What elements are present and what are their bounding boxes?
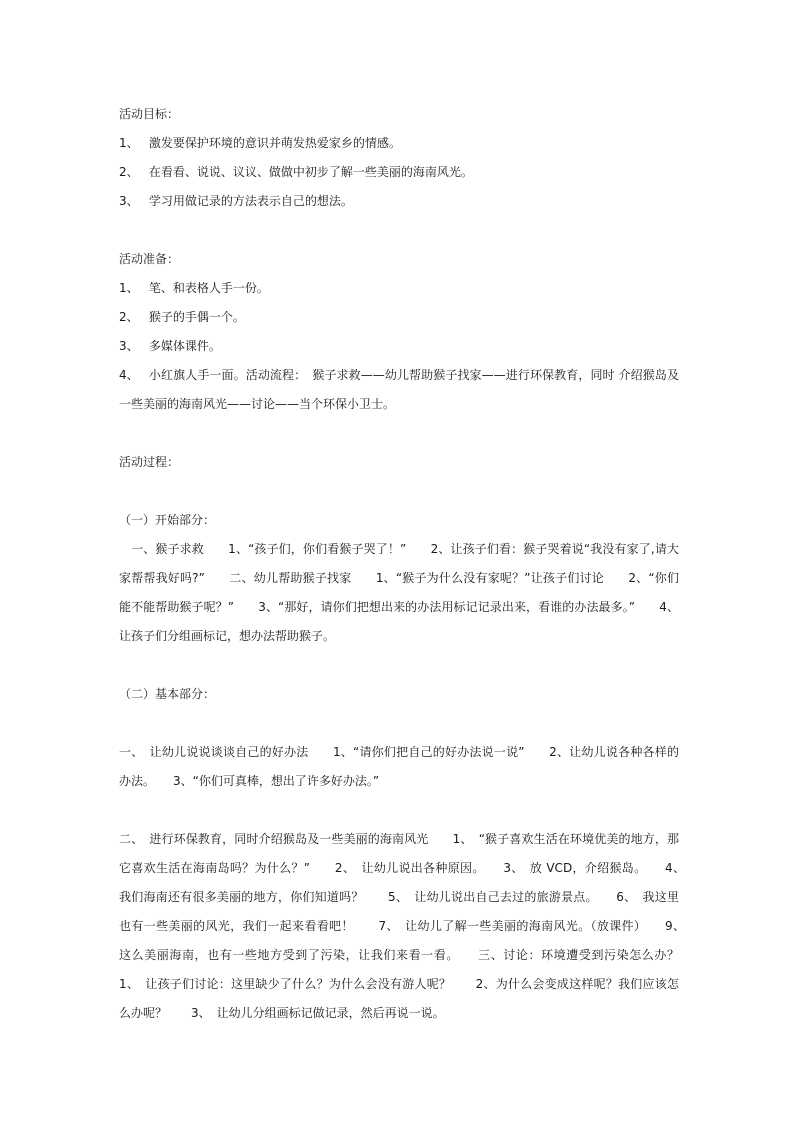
part2-text-b: 二、 进行环保教育，同时介绍猴岛及一些美丽的海南风光 1、 “猴子喜欢生活在环境优美的地方，那它喜欢生活在海南岛吗？为什么？” 2、 让幼儿说出各种原因。 3、 放 VCD，介绍猴岛。 4、 我们海南还有很多美丽的地方，你们知道吗？ 5、 让幼儿说出自己去过的旅游景点。 6、 我这里也有一些美丽的风光，我们一起来看看吧！ 7、 让幼儿了解一些美丽的海南风光。（放课件） 9、 这么美丽海南，也有一些地方受到了污染，让我们来看一看。 三、讨论：环境遭受到污染怎么办？ 1、 让孩子们讨论：这里缺少了什么？为什么会没有游人呢？ 2、为什么会变成这样呢？我们应该怎么办呢？ 3、 让幼儿分组画标记做记录，然后再说一说。 (119, 832, 704, 1020)
prep-heading: 活动准备： (119, 252, 180, 266)
spacer (119, 709, 679, 738)
spacer (119, 651, 679, 680)
prep-text: 笔、和表格人手一份。 (148, 281, 269, 295)
prep-text: 猴子的手偶一个。 (148, 310, 245, 324)
prep-number: 2、 (119, 310, 139, 324)
goals-heading: 活动目标： (119, 107, 180, 121)
process-heading: 活动过程： (119, 455, 180, 469)
spacer (119, 796, 679, 825)
part2-heading: （二）基本部分： (119, 687, 216, 701)
spacer (119, 216, 679, 245)
prep-item (119, 274, 679, 303)
goal-item (119, 129, 679, 158)
spacer (119, 419, 679, 448)
prep-text: 多媒体课件。 (148, 339, 221, 353)
goal-text: 学习用做记录的方法表示自己的想法。 (148, 194, 353, 208)
prep-number: 4、 (119, 368, 139, 382)
prep-number: 3、 (119, 339, 139, 353)
goal-text: 激发要保护环境的意识并萌发热爱家乡的情感。 (148, 136, 401, 150)
prep-number: 1、 (119, 281, 139, 295)
document-body (119, 100, 704, 1028)
goal-text: 在看看、说说、议议、做做中初步了解一些美丽的海南风光。 (148, 165, 473, 179)
prep-item (119, 332, 679, 361)
goal-number: 2、 (119, 165, 139, 179)
prep-item (119, 303, 679, 332)
goal-item (119, 187, 679, 216)
part2-text-a: 一、 让幼儿说说谈谈自己的好办法 1、“请你们把自己的好办法说一说” 2、让幼儿说各种各样的办法。 3、“你们可真棒，想出了许多好办法。” (119, 745, 679, 788)
part1-heading: （一）开始部分： (119, 513, 216, 527)
prep-flow-text: 小红旗人手一面。活动流程： 猴子求救——幼儿帮助猴子找家——进行环保教育，同时 介绍猴岛及一些美丽的海南风光——讨论——当个环保小卫士。 (119, 368, 679, 411)
goal-number: 1、 (119, 136, 139, 150)
part1-text: 一、猴子求救 1、“孩子们，你们看猴子哭了！” 2、让孩子们看：猴子哭着说“我没有家了,请大家帮帮我好吗?” 二、幼儿帮助猴子找家 1、“猴子为什么没有家呢？”让孩子们讨论 2、“你们能不能帮助猴子呢？” 3、“那好，请你们把想出来的办法用标记记录出来，看谁的办法最多。” 4、让孩子们分组画标记，想办法帮助猴子。 (119, 542, 679, 643)
goal-item (119, 158, 679, 187)
spacer (119, 477, 679, 506)
prep-item-flow (119, 361, 679, 419)
goal-number: 3、 (119, 194, 139, 208)
